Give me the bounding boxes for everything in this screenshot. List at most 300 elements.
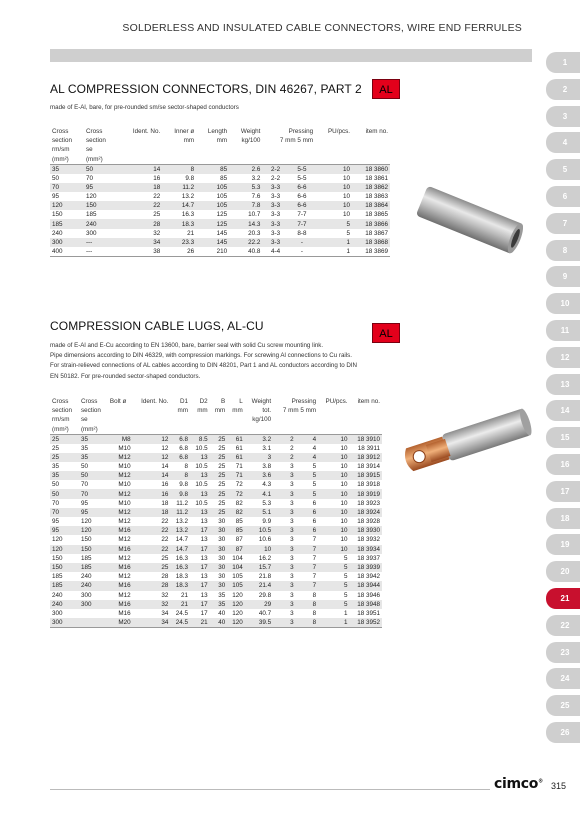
table-cell: 3: [273, 563, 295, 572]
table-cell: 185: [79, 563, 108, 572]
table-cell: 70: [50, 183, 84, 192]
table-cell: 30: [210, 545, 228, 554]
table-cell: 120: [227, 600, 245, 609]
table-cell: 10: [340, 518, 348, 526]
chapter-tab-3[interactable]: 3: [546, 106, 580, 127]
chapter-tab-21[interactable]: 21: [546, 588, 580, 609]
table-cell: 104: [227, 563, 245, 572]
table-cell: 10.6: [258, 536, 272, 544]
table-cell: 10: [343, 211, 351, 219]
cimco-logo: cimco®: [494, 776, 543, 792]
table-cell: 10.5: [195, 444, 208, 452]
table-cell: 3: [290, 518, 294, 526]
table-cell: 25: [210, 508, 228, 517]
table-cell: 5: [344, 591, 348, 599]
table-cell: 29: [245, 600, 273, 609]
table-cell: 300: [79, 600, 108, 609]
table-row: [50, 526, 382, 535]
chapter-tab-11[interactable]: 11: [546, 320, 580, 341]
table-cell: 150: [79, 545, 108, 554]
table-cell: 3: [273, 581, 295, 590]
chapter-tab-17[interactable]: 17: [546, 481, 580, 502]
table-row: [50, 554, 382, 563]
table-cell: 21: [190, 618, 210, 627]
table-cell: 25: [210, 489, 228, 498]
col-pu: PU/pcs.: [327, 128, 351, 135]
table-cell: 4.3: [262, 481, 272, 489]
description-line: For strain-relieved connections of AL cables according to DIN 48201, Part 1 and AL conductors according to DIN: [50, 362, 358, 370]
table-cell: 3-3: [262, 183, 288, 192]
table-cell: 7-7: [289, 219, 315, 228]
table-cell: 16: [161, 481, 169, 489]
table-cell: 10: [318, 545, 349, 554]
chapter-tab-7[interactable]: 7: [546, 213, 580, 234]
table-cell: 25: [50, 453, 79, 462]
table-cell: 18 3866: [352, 219, 390, 228]
table-cell: 14.3: [229, 219, 262, 228]
table-cell: M12: [118, 573, 131, 581]
section-title-compression-cable-lugs: COMPRESSION CABLE LUGS, AL-CU: [50, 319, 264, 333]
table-cell: 22: [133, 545, 171, 554]
table-cell: 3-3: [262, 201, 288, 210]
table-cell: 5.3: [229, 183, 262, 192]
table-cell: 87: [227, 545, 245, 554]
table-row: [50, 453, 382, 462]
table-cell: 61: [227, 453, 245, 462]
table-cell: 16: [153, 174, 161, 182]
table-cell: 18 3912: [350, 453, 382, 462]
col-d2: D2 mm: [197, 398, 208, 415]
table-row: [50, 489, 382, 498]
table-cell: 14.7: [175, 536, 189, 544]
table-cell: 35: [210, 600, 228, 609]
table-cell: 300: [80, 591, 92, 599]
table-cell: 13: [200, 536, 208, 544]
table-cell: 14: [133, 471, 171, 480]
table-cell: ---: [84, 247, 118, 256]
table-cell: 95: [50, 526, 79, 535]
table-cell: 22: [153, 192, 161, 200]
cable-lug-image: [398, 405, 538, 485]
page-number: 315: [551, 781, 567, 791]
table-cell: M12: [108, 453, 133, 462]
table-cell: 34: [133, 618, 171, 627]
table-cell: 18 3911: [357, 444, 380, 452]
table-cell: 7: [312, 554, 317, 562]
chapter-tab-14[interactable]: 14: [546, 400, 580, 421]
table-cell: 6: [296, 508, 319, 517]
table-cell: 15.7: [245, 563, 273, 572]
table-cell: 25: [210, 453, 228, 462]
table-cell: 105: [196, 183, 229, 192]
chapter-tab-25[interactable]: 25: [546, 695, 580, 716]
table-cell: 18: [118, 183, 162, 192]
table-cell: 13: [190, 489, 210, 498]
table-cell: M16: [108, 600, 133, 609]
table-cell: 300: [85, 229, 97, 237]
table-cell: M12: [118, 591, 131, 599]
table-cell: 70: [85, 174, 93, 182]
table-cell: 240: [52, 229, 63, 237]
table-cell: 3: [290, 462, 294, 470]
table-row: [50, 545, 382, 554]
table-cell: 28: [161, 573, 169, 581]
table-cell: 32: [161, 591, 169, 599]
table-cell: 50: [52, 481, 60, 489]
section1-description: [50, 103, 239, 113]
table-cell: 10: [318, 508, 349, 517]
table-row: [50, 183, 390, 192]
table-cell: 4.1: [245, 489, 273, 498]
table-cell: M16: [108, 545, 133, 554]
table-cell: 7: [296, 545, 319, 554]
table-cell: 120: [227, 618, 245, 627]
table-cell: 240: [84, 219, 118, 228]
table-cell: M20: [108, 618, 133, 627]
table-row: [50, 247, 390, 256]
table-cell: 13: [200, 554, 208, 562]
table-cell: 23.3: [162, 238, 196, 247]
table-cell: 4: [296, 453, 319, 462]
table-cell: 18 3863: [365, 192, 388, 200]
table-cell: 10.5: [195, 481, 208, 489]
table-row: [50, 229, 390, 238]
table-row: [50, 434, 382, 443]
table-cell: 3.6: [245, 471, 273, 480]
table-cell: 95: [84, 183, 118, 192]
table-cell: 18 3869: [352, 247, 390, 256]
table-cell: 185: [50, 581, 79, 590]
table-cell: 18: [133, 508, 171, 517]
table-row: [50, 572, 382, 581]
table-cell: 30: [210, 563, 228, 572]
page-header-title: SOLDERLESS AND INSULATED CABLE CONNECTORS, WIRE END FERRULES: [122, 22, 522, 34]
chapter-tab-2[interactable]: 2: [546, 79, 580, 100]
table-cell: 3: [273, 526, 295, 535]
table-cell: 13: [190, 508, 210, 517]
table-cell: 150: [80, 536, 92, 544]
table-cell: 70: [80, 481, 88, 489]
table-cell: 35: [79, 434, 108, 443]
table-cell: 6.8: [179, 444, 189, 452]
chapter-tab-19[interactable]: 19: [546, 534, 580, 555]
table-cell: 21.4: [245, 581, 273, 590]
table-cell: 18 3918: [357, 481, 380, 489]
table-cell: 120: [232, 609, 243, 617]
table-cell: 2-2: [262, 164, 288, 173]
table-cell: 18 3924: [350, 508, 382, 517]
table-cell: 18 3861: [365, 174, 388, 182]
table-cell: 150: [84, 201, 118, 210]
chapter-tab-12[interactable]: 12: [546, 347, 580, 368]
table-cell: 125: [196, 219, 229, 228]
table-cell: 18 3915: [350, 471, 382, 480]
table-row: [50, 508, 382, 517]
table-cell: 18 3948: [350, 600, 382, 609]
table-cell: M10: [118, 462, 131, 470]
chapter-tab-23[interactable]: 23: [546, 642, 580, 663]
table-cell: 25: [218, 499, 226, 507]
table-cell: 18.3: [162, 219, 196, 228]
chapter-tab-1[interactable]: 1: [546, 52, 580, 73]
table-cell: [79, 618, 108, 627]
table-row: [50, 600, 382, 609]
table-cell: 30: [210, 581, 228, 590]
table-cell: 8-8: [297, 229, 307, 237]
table-cell: M8: [108, 434, 133, 443]
table-cell: 18 3919: [350, 489, 382, 498]
table-cell: 210: [196, 247, 229, 256]
description-line: made of E-Al and E-Cu according to EN 13600, bare, barrier seal with solid Cu screw mounting link.: [50, 342, 324, 349]
table-cell: 35: [80, 444, 88, 452]
table-cell: 85: [227, 526, 245, 535]
table-cell: 13: [190, 453, 210, 462]
chapter-tab-18[interactable]: 18: [546, 508, 580, 529]
table-cell: 6-6: [289, 183, 315, 192]
table-row: [50, 238, 390, 247]
table-cell: 8: [184, 462, 189, 470]
chapter-tab-4[interactable]: 4: [546, 132, 580, 153]
table-cell: 70: [50, 508, 79, 517]
table-cell: M12: [118, 554, 131, 562]
table-cell: 150: [52, 554, 63, 562]
table-cell: 39.5: [245, 618, 273, 627]
table-cell: 25: [210, 434, 228, 443]
table-cell: 35: [218, 591, 226, 599]
table-cell: 30: [210, 526, 228, 535]
section-title-al-compression-connectors: AL COMPRESSION CONNECTORS, DIN 46267, PART 2: [50, 82, 362, 96]
table-cell: 32: [133, 600, 171, 609]
table-cell: M10: [118, 444, 131, 452]
table-cell: 4-4: [262, 247, 288, 256]
table-cell: 7-7: [297, 211, 307, 219]
table-cell: 13: [200, 591, 208, 599]
table-cell: 10: [315, 183, 352, 192]
table-cell: 72: [235, 481, 243, 489]
chapter-tab-5[interactable]: 5: [546, 159, 580, 180]
table-row: [50, 499, 382, 508]
table-cell: 25: [50, 434, 79, 443]
table-cell: 21: [187, 229, 195, 237]
col-d1: D1 mm: [177, 398, 189, 415]
col-pressing: Pressing 7 mm 5 mm: [279, 128, 314, 145]
table-cell: 17: [190, 581, 210, 590]
chapter-tab-16[interactable]: 16: [546, 454, 580, 475]
table-cell: 120: [79, 526, 108, 535]
table-cell: 8: [312, 591, 317, 599]
table-cell: 3: [290, 591, 294, 599]
table-cell: M16: [108, 526, 133, 535]
table-cell: 61: [235, 444, 243, 452]
table-cell: 125: [216, 211, 228, 219]
table-cell: 13.2: [181, 192, 195, 200]
table-cell: 120: [50, 545, 79, 554]
table-cell: 40.8: [229, 247, 262, 256]
table-cell: 5: [344, 573, 348, 581]
table-cell: 1: [315, 238, 352, 247]
table-cell: 50: [84, 164, 118, 173]
table-cell: 18 3868: [352, 238, 390, 247]
table-cell: 7: [296, 581, 319, 590]
table-cell: 3: [273, 471, 295, 480]
table-cell: 10: [340, 481, 348, 489]
table-cell: 40: [218, 609, 226, 617]
table-cell: 11.2: [162, 183, 196, 192]
table-cell: 14.7: [170, 545, 190, 554]
table-cell: 12: [133, 434, 171, 443]
table-cell: 300: [52, 609, 63, 617]
table-cell: 30: [218, 554, 226, 562]
table-cell: 185: [50, 219, 84, 228]
table-cell: 145: [196, 238, 229, 247]
table-cell: 6-6: [297, 192, 307, 200]
col-pu: PU/pcs.: [325, 398, 348, 405]
chapter-tab-6[interactable]: 6: [546, 186, 580, 207]
cable-lugs-table: [50, 397, 382, 628]
chapter-tab-10[interactable]: 10: [546, 293, 580, 314]
col-length: Length mm: [207, 128, 228, 145]
table-cell: 7.6: [251, 192, 261, 200]
chapter-tab-13[interactable]: 13: [546, 374, 580, 395]
table-cell: 10: [318, 471, 349, 480]
table-cell: 3: [245, 453, 273, 462]
table-cell: 8: [296, 600, 319, 609]
table-cell: 240: [50, 600, 79, 609]
table-cell: 3.1: [262, 444, 272, 452]
chapter-tab-24[interactable]: 24: [546, 668, 580, 689]
table-cell: M16: [118, 609, 131, 617]
table-cell: 105: [196, 201, 229, 210]
chapter-tab-9[interactable]: 9: [546, 266, 580, 287]
table-cell: 32: [153, 229, 161, 237]
table-cell: 22.2: [229, 238, 262, 247]
table-cell: M12: [108, 471, 133, 480]
table-cell: 3-3: [271, 211, 281, 219]
table-cell: 3: [290, 481, 294, 489]
chapter-tab-15[interactable]: 15: [546, 427, 580, 448]
table-cell: 20.3: [248, 229, 261, 237]
table-cell: 300: [50, 618, 79, 627]
table-cell: 5: [318, 563, 349, 572]
col-ident: Ident. No.: [141, 398, 169, 405]
table-cell: 50: [79, 471, 108, 480]
table-cell: 10: [318, 434, 349, 443]
table-cell: 5: [346, 229, 351, 237]
table-cell: 16.3: [170, 563, 190, 572]
table-row: [50, 581, 382, 590]
table-cell: 9.8: [179, 481, 189, 489]
table-cell: 35: [79, 453, 108, 462]
table-cell: 25: [218, 481, 226, 489]
table-cell: M12: [108, 508, 133, 517]
table-cell: 5-5: [297, 174, 307, 182]
table-cell: 22: [161, 536, 169, 544]
col-weight: Weight kg/100: [240, 128, 261, 145]
chapter-tab-26[interactable]: 26: [546, 722, 580, 743]
table-cell: 50: [80, 462, 88, 470]
table-cell: 34: [118, 238, 162, 247]
table-cell: 9.8: [185, 174, 195, 182]
table-cell: 35: [52, 462, 60, 470]
table-cell: 18 3942: [357, 573, 380, 581]
table-cell: 10: [343, 192, 351, 200]
table-cell: 120: [232, 591, 243, 599]
table-cell: 4: [296, 434, 319, 443]
table-row: [50, 164, 390, 173]
chapter-tab-22[interactable]: 22: [546, 615, 580, 636]
table-cell: 30: [218, 573, 226, 581]
table-cell: 3: [273, 545, 295, 554]
table-row: [50, 591, 382, 600]
table-cell: 105: [227, 581, 245, 590]
table-row: [50, 201, 390, 210]
table-cell: 10: [340, 499, 348, 507]
table-cell: 3-3: [271, 192, 281, 200]
table-cell: 8.5: [190, 434, 210, 443]
table-cell: 10: [318, 526, 349, 535]
table-cell: 3: [290, 499, 294, 507]
table-cell: 3: [273, 508, 295, 517]
table-cell: 10: [343, 174, 351, 182]
col-item: item no.: [357, 398, 380, 405]
table-cell: 13.2: [175, 518, 189, 526]
table-cell: 16.3: [181, 211, 195, 219]
table-cell: 16.2: [258, 554, 272, 562]
col-cross-rm-sm: Cross section rm/sm (mm²): [52, 398, 72, 433]
table-cell: 5: [296, 489, 319, 498]
table-cell: 3: [290, 573, 294, 581]
chapter-tab-20[interactable]: 20: [546, 561, 580, 582]
chapter-tab-8[interactable]: 8: [546, 240, 580, 261]
table-cell: 6-6: [289, 201, 315, 210]
table-cell: 104: [232, 554, 243, 562]
col-pressing: Pressing 7 mm 5 mm: [282, 398, 317, 415]
table-cell: 7.8: [229, 201, 262, 210]
table-row: [50, 192, 390, 201]
table-cell: 22: [118, 201, 162, 210]
table-cell: 17: [190, 526, 210, 535]
table-cell: 70: [79, 489, 108, 498]
table-cell: 120: [85, 192, 97, 200]
table-cell: 18 3946: [357, 591, 380, 599]
table-cell: 3: [273, 489, 295, 498]
table-cell: 18 3944: [350, 581, 382, 590]
table-row: [50, 563, 382, 572]
table-row: [50, 444, 382, 453]
table-cell: 17: [200, 609, 208, 617]
connectors-table: [50, 127, 390, 257]
table-cell: 61: [227, 434, 245, 443]
table-cell: 5: [344, 554, 348, 562]
table-cell: 29.8: [258, 591, 272, 599]
col-cross-rm-sm: Cross section rm/sm (mm²): [52, 128, 72, 163]
col-l: L mm: [232, 398, 243, 415]
table-cell: 3: [290, 609, 294, 617]
table-cell: 13.2: [170, 526, 190, 535]
table-cell: 18 3923: [357, 499, 380, 507]
table-cell: 5: [318, 600, 349, 609]
table-cell: 120: [50, 201, 84, 210]
table-cell: 2.6: [229, 164, 262, 173]
header-bar: [50, 49, 532, 62]
table-cell: 10: [318, 453, 349, 462]
table-cell: 1: [318, 618, 349, 627]
table-cell: 1: [344, 609, 348, 617]
table-cell: 5.3: [262, 499, 272, 507]
table-cell: 95: [52, 518, 60, 526]
table-cell: 18.3: [170, 581, 190, 590]
table-cell: 300: [50, 238, 84, 247]
